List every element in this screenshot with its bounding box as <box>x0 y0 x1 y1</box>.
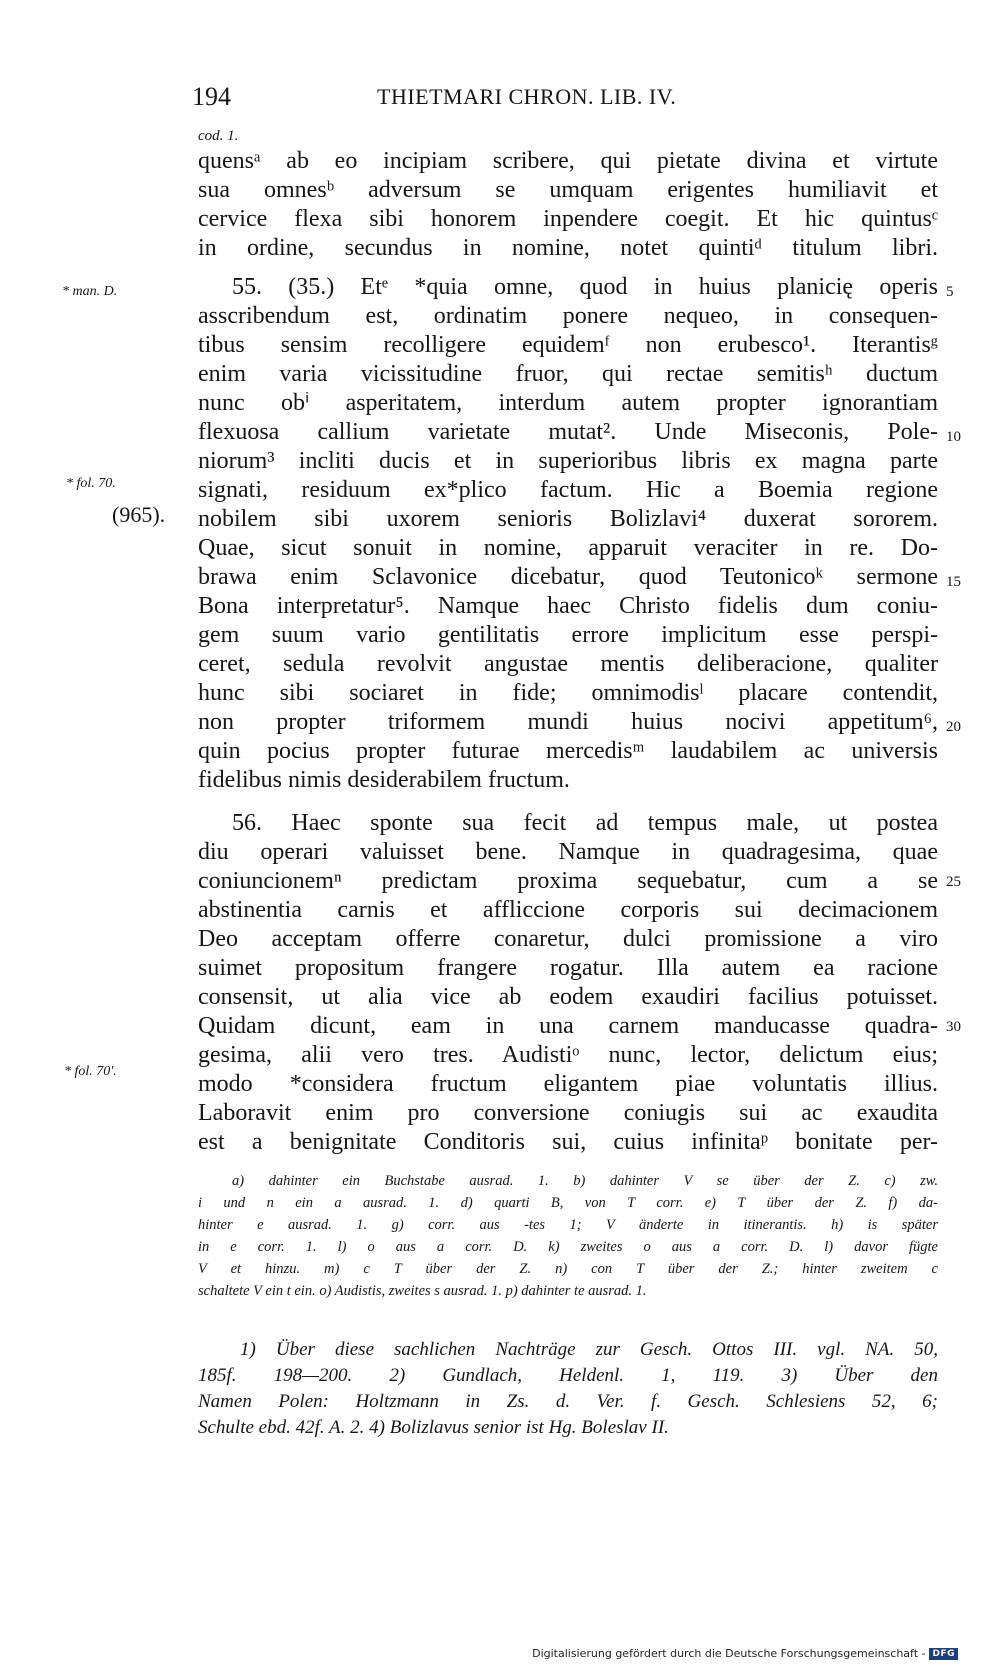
line-number: 25 <box>946 874 961 890</box>
text-line: niorum³ incliti ducis et in superioribus libris ex magna parte <box>198 448 938 474</box>
text-line: suimet propositum frangere rogatur. Illa autem ea racione <box>198 955 938 981</box>
text-line: gem suum vario gentilitatis errore implicitum esse perspi- <box>198 622 938 648</box>
line-number: 20 <box>946 719 961 735</box>
text-line: Bona interpretatur⁵. Namque haec Christo fidelis dum coniu- <box>198 593 938 619</box>
text-line: ceret, sedula revolvit angustae mentis deliberacione, qualiter <box>198 651 938 677</box>
text-line: est a benignitate Conditoris sui, cuius infinitaᵖ bonitate per- <box>198 1129 938 1155</box>
footnote-critical: i und n ein a ausrad. 1. d) quarti B, von T corr. e) T über der Z. f) da- <box>198 1195 938 1211</box>
text-line: in ordine, secundus in nomine, notet quintiᵈ titulum libri. <box>198 235 938 261</box>
footnote-critical: a) dahinter ein Buchstabe ausrad. 1. b) dahinter V se über der Z. c) zw. <box>232 1173 938 1189</box>
text-line: flexuosa callium varietate mutat². Unde Miseconis, Pole- <box>198 419 938 445</box>
text-line: 56. Haec sponte sua fecit ad tempus male, ut postea <box>232 810 938 836</box>
text-line: nunc obⁱ asperitatem, interdum autem propter ignorantiam <box>198 390 938 416</box>
running-title: THIETMARI CHRON. LIB. IV. <box>377 84 677 109</box>
text-line: consensit, ut alia vice ab eodem exaudiri facilius potuisset. <box>198 984 938 1010</box>
text-line: sua omnesᵇ adversum se umquam erigentes humiliavit et <box>198 177 938 203</box>
text-line: signati, residuum ex*plico factum. Hic a Boemia regione <box>198 477 938 503</box>
footnote-critical: hinter e ausrad. 1. g) corr. aus -tes 1; V änderte in itinerantis. h) is später <box>198 1217 938 1233</box>
line-number: 30 <box>946 1019 961 1035</box>
text-line: diu operari valuisset bene. Namque in quadragesima, quae <box>198 839 938 865</box>
text-line: non propter triformem mundi huius nocivi appetitum⁶, <box>198 709 938 735</box>
footnote-historical: 1) Über diese sachlichen Nachträge zur Gesch. Ottos III. vgl. NA. 50, <box>240 1339 938 1360</box>
margin-note: * fol. 70'. <box>64 1064 117 1079</box>
text-line: quensᵃ ab eo incipiam scribere, qui pietate divina et virtute <box>198 148 938 174</box>
text-line: 55. (35.) Etᵉ *quia omne, quod in huius planicię operis <box>232 274 938 300</box>
text-line: Deo acceptam offerre conaretur, dulci promissione a viro <box>198 926 938 952</box>
page-header <box>192 82 757 122</box>
cod-note: cod. 1. <box>198 128 239 144</box>
credit-text: Digitalisierung gefördert durch die Deutsche Forschungsgemeinschaft - <box>532 1647 926 1660</box>
text-line: Laboravit enim pro conversione coniugis sui ac exaudita <box>198 1100 938 1126</box>
text-line: enim varia vicissitudine fruor, qui rectae semitisʰ ductum <box>198 361 938 387</box>
page-number: 194 <box>192 82 231 111</box>
margin-note: * fol. 70. <box>66 476 116 491</box>
footnote-critical: in e corr. 1. l) o aus a corr. D. k) zweites o aus a corr. D. l) davor fügte <box>198 1239 938 1255</box>
text-line: coniuncionemⁿ predictam proxima sequebatur, cum a se <box>198 868 938 894</box>
text-line: Quae, sicut sonuit in nomine, apparuit veraciter in re. Do- <box>198 535 938 561</box>
line-number: 5 <box>946 284 954 300</box>
footnote-historical: 185f. 198—200. 2) Gundlach, Heldenl. 1, 119. 3) Über den <box>198 1365 938 1386</box>
text-line: fidelibus nimis desiderabilem fructum. <box>198 767 570 793</box>
text-line: modo *considera fructum eligantem piae voluntatis illius. <box>198 1071 938 1097</box>
text-line: hunc sibi sociaret in fide; omnimodisˡ placare contendit, <box>198 680 938 706</box>
line-number: 15 <box>946 574 961 590</box>
footnote-critical: schaltete V ein t ein. o) Audistis, zweites s ausrad. 1. p) dahinter te ausrad. 1. <box>198 1283 647 1299</box>
text-line: Quidam dicunt, eam in una carnem manducasse quadra- <box>198 1013 938 1039</box>
text-line: quin pocius propter futurae mercedisᵐ laudabilem ac universis <box>198 738 938 764</box>
footnote-historical: Namen Polen: Holtzmann in Zs. d. Ver. f. Gesch. Schlesiens 52, 6; <box>198 1391 938 1412</box>
digitization-credit <box>532 1647 958 1660</box>
text-line: cervice flexa sibi honorem inpendere coegit. Et hic quintusᶜ <box>198 206 938 232</box>
text-line: gesima, alii vero tres. Audistiᵒ nunc, lector, delictum eius; <box>198 1042 938 1068</box>
text-line: tibus sensim recolligere equidemᶠ non erubesco¹. Iterantisᵍ <box>198 332 938 358</box>
line-number: 10 <box>946 429 961 445</box>
margin-year: (965). <box>112 502 166 527</box>
footnote-historical: Schulte ebd. 42f. A. 2. 4) Bolizlavus senior ist Hg. Boleslav II. <box>198 1417 669 1438</box>
text-line: nobilem sibi uxorem senioris Bolizlavi⁴ duxerat sororem. <box>198 506 938 532</box>
text-line: abstinentia carnis et affliccione corporis sui decimacionem <box>198 897 938 923</box>
text-line: brawa enim Sclavonice dicebatur, quod Teutonicoᵏ sermone <box>198 564 938 590</box>
dfg-logo: DFG <box>929 1648 958 1660</box>
text-line: asscribendum est, ordinatim ponere nequeo, in consequen- <box>198 303 938 329</box>
margin-note: * man. D. <box>62 284 118 299</box>
footnote-critical: V et hinzu. m) c T über der Z. n) con T über der Z.; hinter zweitem c <box>198 1261 938 1277</box>
